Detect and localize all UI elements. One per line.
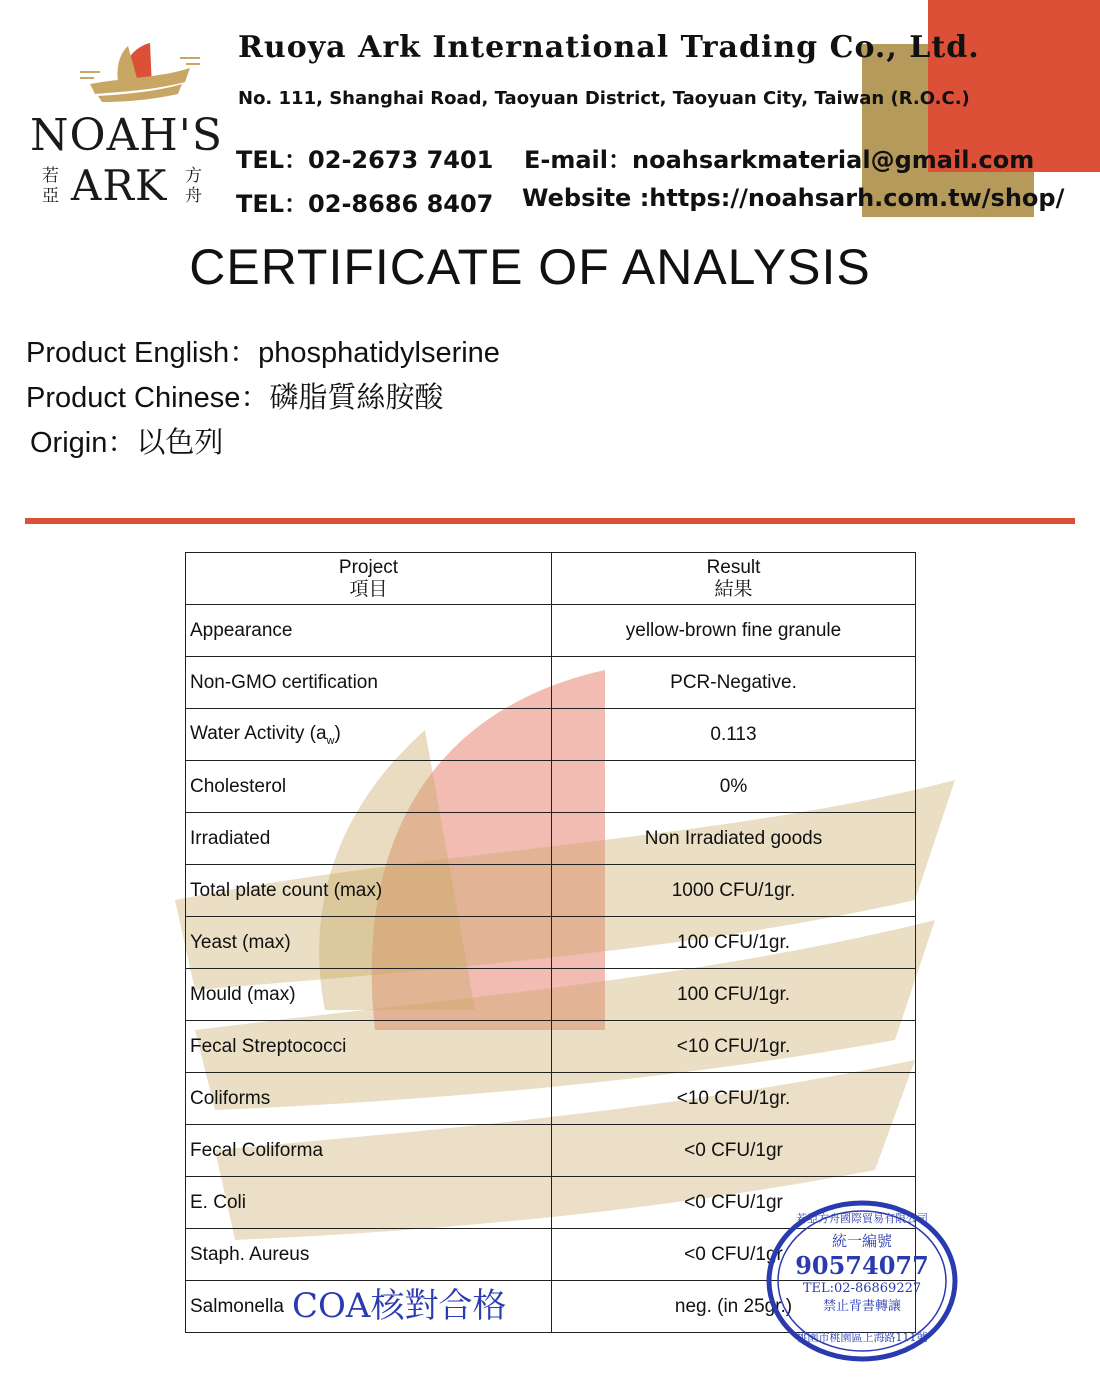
company-name: Ruoya Ark International Trading Co., Ltd. (238, 30, 980, 65)
section-divider (25, 518, 1075, 524)
result-cell: PCR-Negative. (552, 657, 916, 709)
item-cell: Non-GMO certification (186, 657, 552, 709)
item-cell: Staph. Aureus (186, 1229, 552, 1281)
result-cell: <0 CFU/1gr (552, 1177, 916, 1229)
logo-name-line1: NOAH'S (30, 110, 223, 161)
table-row (186, 1125, 916, 1177)
company-address: No. 111, Shanghai Road, Taoyuan District, Taoyuan City, Taiwan (R.O.C.) (238, 88, 970, 109)
table-header-row (186, 553, 916, 605)
item-cell: Coliforms (186, 1073, 552, 1125)
company-logo (25, 38, 225, 218)
result-cell: <10 CFU/1gr. (552, 1073, 916, 1125)
result-cell: yellow-brown fine granule (552, 605, 916, 657)
table-row (186, 917, 916, 969)
item-cell: Cholesterol (186, 761, 552, 813)
project-header-en: Project (338, 556, 399, 578)
result-cell: Non Irradiated goods (552, 813, 916, 865)
project-header-cn: 項目 (349, 578, 388, 600)
table-row (186, 1021, 916, 1073)
seal-line-6: 桃園市桃園區上海路111號 (796, 1331, 928, 1344)
website-address: Website :https://noahsarh.com.tw/shop/ (522, 184, 1065, 212)
result-cell: <10 CFU/1gr. (552, 1021, 916, 1073)
result-cell: 0% (552, 761, 916, 813)
document-title: CERTIFICATE OF ANALYSIS (189, 239, 871, 295)
seal-line-4: TEL:02-86869227 (802, 1281, 922, 1296)
item-cell (186, 709, 552, 761)
email-address: E-mail：noahsarkmaterial@gmail.com (524, 146, 1035, 174)
item-text: Water Activity (a (190, 722, 327, 744)
product-chinese: Product Chinese：磷脂質絲胺酸 (26, 382, 444, 414)
result-cell: neg. (in 25gr.) (552, 1281, 916, 1333)
company-seal-icon (764, 1196, 960, 1366)
item-cell: Total plate count (max) (186, 865, 552, 917)
result-header-cn: 結果 (714, 578, 753, 600)
result-cell: 1000 CFU/1gr. (552, 865, 916, 917)
item-cell: Mould (max) (186, 969, 552, 1021)
result-header (552, 553, 916, 605)
item-text-tail: ) (334, 722, 341, 744)
logo-chinese-right: 方舟 (185, 166, 202, 206)
item-cell: E. Coli (186, 1177, 552, 1229)
telephone-2: TEL：02-8686 8407 (236, 190, 494, 218)
item-cell: Fecal Coliforma (186, 1125, 552, 1177)
item-cell: Salmonella (186, 1281, 552, 1333)
table-row (186, 657, 916, 709)
result-header-en: Result (706, 556, 761, 578)
origin: Origin：以色列 (30, 427, 224, 459)
table-row (186, 865, 916, 917)
result-cell: 0.113 (552, 709, 916, 761)
result-cell: <0 CFU/1gr (552, 1229, 916, 1281)
table-row (186, 709, 916, 761)
logo-name-line2: ARK (71, 161, 168, 210)
table-row (186, 813, 916, 865)
item-cell: Fecal Streptococci (186, 1021, 552, 1073)
seal-line-3: 90574077 (795, 1251, 929, 1280)
result-cell: 100 CFU/1gr. (552, 917, 916, 969)
logo-chinese-left: 若亞 (42, 166, 59, 206)
item-subscript: w (326, 734, 335, 747)
table-row (186, 1073, 916, 1125)
seal-line-5: 禁止背書轉讓 (822, 1299, 902, 1314)
item-cell: Yeast (max) (186, 917, 552, 969)
result-cell: 100 CFU/1gr. (552, 969, 916, 1021)
result-cell: <0 CFU/1gr (552, 1125, 916, 1177)
project-header (186, 553, 552, 605)
item-cell: Appearance (186, 605, 552, 657)
table-row (186, 969, 916, 1021)
table-row (186, 761, 916, 813)
ship-logo-icon (80, 38, 200, 108)
coa-approval-stamp: COA核對合格 (292, 1286, 507, 1326)
item-cell: Irradiated (186, 813, 552, 865)
table-row (186, 605, 916, 657)
telephone-1: TEL：02-2673 7401 (236, 146, 494, 174)
product-english: Product English：phosphatidylserine (26, 337, 500, 369)
seal-line-1: 若亞方舟國際貿易有限公司 (796, 1212, 928, 1225)
seal-line-2: 統一編號 (831, 1232, 893, 1250)
